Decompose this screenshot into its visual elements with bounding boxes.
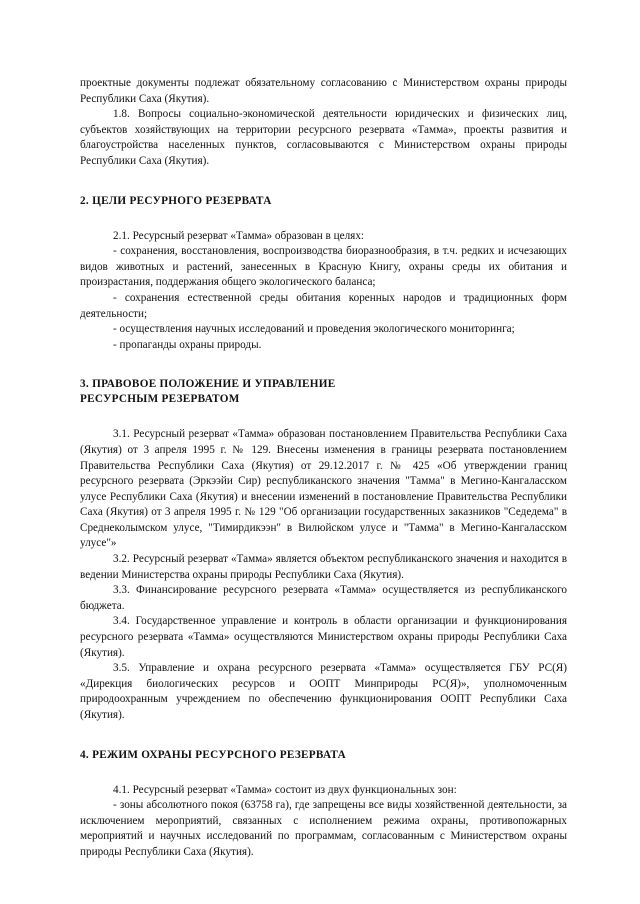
- goal-item-1: - сохранения, восстановления, воспроизводства биоразнообразия, в т.ч. редких и исчезающих видов животных и растений, занесенных в Красную Книгу, охраны среды их обитания и произрастания, поддержания общего экологического баланса;: [80, 245, 567, 289]
- paragraph-1-8: 1.8. Вопросы социально-экономической деятельности юридических и физических лиц, субъектов хозяйствующих на территории ресурсного резервата «Тамма», проекты развития и благоустройства населенных пунктов, согласовываются с Министерством охраны природы Республики Саха (Якутия).: [80, 108, 567, 167]
- paragraph-3-1: 3.1. Ресурсный резерват «Тамма» образован постановлением Правительства Республики Саха (Якутия) от 3 апреля 1995 г. № 129. Внесены изменения в границы резервата постановлением Правительства Республики Саха (Якутия) от 29.12.2017 г. № 425 «Об утверждении границ ресурсного резервата (Эркээйи Сир) республиканского значения "Тамма" в Мегино-Кангаласском улусе Республики Саха (Якутия) и внесении изменений в постановление Правительства Республики Саха (Якутия) от 3 апреля 1995 г. № 129 "Об организации государственных заказников "Седедема" в Среднеколымском улусе, "Тимирдикээн" в Вилюйском улусе и "Тамма" в Мегино-Кангаласском улусе"»: [80, 428, 567, 550]
- paragraph-4-1: 4.1. Ресурсный резерват «Тамма» состоит из двух функциональных зон:: [113, 783, 457, 796]
- section-2-heading: 2. ЦЕЛИ РЕСУРНОГО РЕЗЕРВАТА: [80, 194, 272, 207]
- section-4-heading: 4. РЕЖИМ ОХРАНЫ РЕСУРСНОГО РЕЗЕРВАТА: [80, 748, 346, 761]
- paragraph-1-7-end: проектные документы подлежат обязательному согласованию с Министерством охраны природы Республики Саха (Якутия).: [80, 77, 567, 105]
- zone-item-1: - зоны абсолютного покоя (63758 га), где запрещены все виды хозяйственной деятельности, за исключением мероприятий, связанных с исполнением режима охраны, противопожарных мероприятий и научных исследований по программам, согласованным с Министерством охраны природы Республики Саха (Якутия).: [80, 799, 567, 858]
- paragraph-3-2: 3.2. Ресурсный резерват «Тамма» является объектом республиканского значения и находится в ведении Министерства охраны природы Республики Саха (Якутия).: [80, 553, 567, 581]
- document-body: [80, 76, 567, 861]
- goal-item-4: - пропаганды охраны природы.: [113, 338, 262, 351]
- goal-item-3: - осуществления научных исследований и проведения экологического мониторинга;: [113, 323, 515, 336]
- goal-item-2: - сохранения естественной среды обитания коренных народов и традиционных форм деятельности;: [80, 291, 567, 320]
- paragraph-3-3: 3.3. Финансирование ресурсного резервата «Тамма» осуществляется из республиканского бюджета.: [80, 584, 567, 612]
- paragraph-3-4: 3.4. Государственное управление и контроль в области организации и функционирования ресурсного резервата «Тамма» осуществляются Министерством охраны природы Республики Саха (Якутия).: [80, 615, 567, 659]
- paragraph-2-1: 2.1. Ресурсный резерват «Тамма» образован в целях:: [113, 229, 365, 242]
- paragraph-3-5: 3.5. Управление и охрана ресурсного резервата «Тамма» осуществляется ГБУ РС(Я) «Дирекция биологических ресурсов и ООПТ Минприроды РС(Я)», уполномоченным природоохранным учреждением по обеспечению функционирования ООПТ Республики Саха (Якутия).: [80, 662, 567, 721]
- section-3-heading-line-1: 3. ПРАВОВОЕ ПОЛОЖЕНИЕ И УПРАВЛЕНИЕ: [80, 378, 336, 391]
- section-3-heading-line-2: РЕСУРСНЫМ РЕЗЕРВАТОМ: [80, 393, 240, 406]
